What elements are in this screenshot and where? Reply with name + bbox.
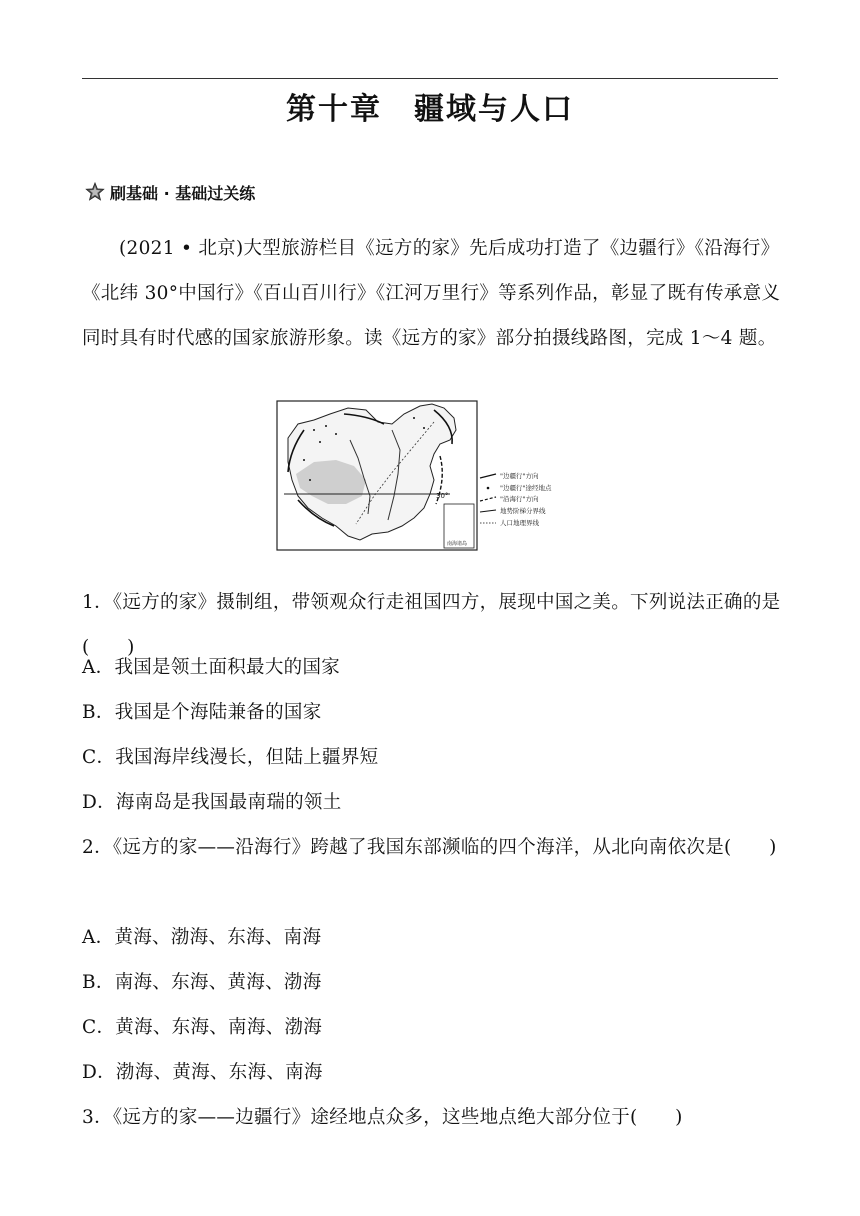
route-map (274, 400, 586, 552)
inset-label: 南海诸岛 (447, 541, 468, 547)
intro-paragraph: (2021 • 北京)大型旅游栏目《远方的家》先后成功打造了《边疆行》《沿海行》《北纬 30°中国行》《百山百川行》《江河万里行》等系列作品，彰显了既有传承意义同时具有时代感的国家旅游形象。读《远方的家》部分拍摄线路图，完成 1～4 题。 (82, 238, 781, 349)
chapter-title: 第十章 疆域与人口 (286, 92, 574, 127)
answer-option: A．黄海、渤海、东海、南海 (82, 927, 322, 948)
answer-option: B．我国是个海陆兼备的国家 (82, 702, 322, 723)
answer-option: C．我国海岸线漫长，但陆上疆界短 (82, 747, 379, 768)
legend-item: "边疆行"方向 (500, 472, 539, 480)
top-rule (82, 78, 778, 79)
question-stem: 1．《远方的家》摄制组，带领观众行走祖国四方，展现中国之美。下列说法正确的是( ) (82, 592, 781, 658)
answer-option: A．我国是领土面积最大的国家 (82, 657, 341, 678)
star-icon (84, 181, 106, 203)
answer-option: B．南海、东海、黄海、渤海 (82, 972, 322, 993)
answer-option: D．海南岛是我国最南瑞的领土 (82, 792, 342, 813)
answer-option: D．渤海、黄海、东海、南海 (82, 1062, 323, 1083)
legend-item: 地势阶梯分界线 (500, 507, 546, 515)
legend-item: "边疆行"途经地点 (500, 484, 552, 492)
lat-label: 30° (436, 492, 449, 500)
map-legend (480, 471, 552, 527)
section-label: 刷基础 · 基础过关练 (110, 183, 256, 203)
answer-option: C．黄海、东海、南海、渤海 (82, 1017, 323, 1038)
legend-item: "沿海行"方向 (500, 495, 539, 503)
section-header (84, 180, 255, 204)
question-stem: 2．《远方的家——沿海行》跨越了我国东部濒临的四个海洋，从北向南依次是( ) (82, 837, 777, 858)
legend-item: 人口地理界线 (500, 519, 539, 527)
question-stem: 3．《远方的家——边疆行》途经地点众多，这些地点绝大部分位于( ) (82, 1107, 683, 1128)
